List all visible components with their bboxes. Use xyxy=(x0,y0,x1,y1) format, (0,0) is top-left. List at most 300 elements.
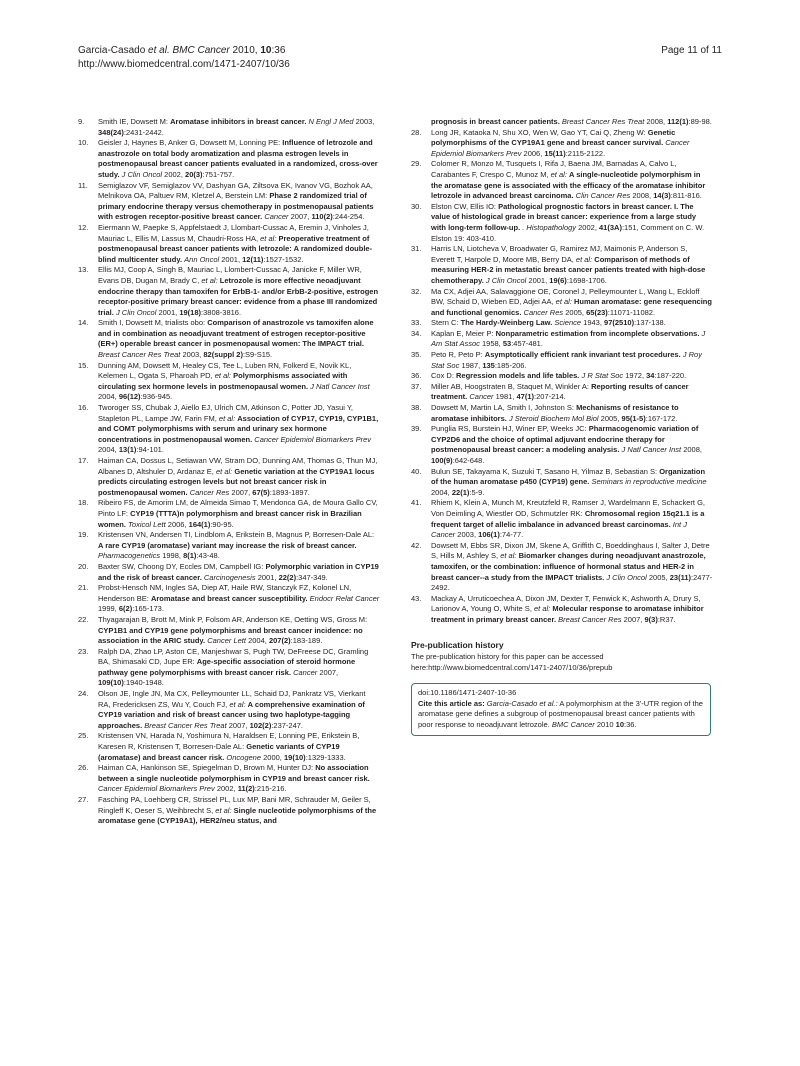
reference-number: 36. xyxy=(411,371,422,381)
reference-journal: J Roy Stat Soc xyxy=(431,350,702,370)
reference-number: 13. xyxy=(78,265,89,275)
reference-number: 42. xyxy=(411,540,422,550)
reference-pages: :1698-1706. xyxy=(566,275,607,285)
reference-number: 41. xyxy=(411,498,422,508)
reference-item xyxy=(411,403,713,424)
reference-title: Regression models and life tables. xyxy=(456,371,580,381)
reference-year: 2001, xyxy=(257,572,277,582)
header-article: :36 xyxy=(271,45,286,56)
reference-year: 1958, xyxy=(482,339,501,349)
reference-title: Human aromatase: gene resequencing and functional genomics. xyxy=(431,297,712,317)
reference-item xyxy=(411,117,713,128)
reference-number: 26. xyxy=(78,763,89,773)
references-column-right xyxy=(411,117,713,736)
reference-pages: :185-206. xyxy=(494,360,527,370)
reference-volume: 135 xyxy=(482,360,495,370)
reference-item xyxy=(78,583,380,615)
reference-journal: Clin Cancer Res xyxy=(575,191,631,201)
reference-item xyxy=(78,731,380,763)
reference-volume: 106(1) xyxy=(478,530,500,540)
reference-volume: 102(2) xyxy=(249,720,272,730)
citation-box xyxy=(411,683,711,735)
reference-journal: J Clin Oncol xyxy=(485,275,527,285)
reference-journal: Ann Oncol xyxy=(184,254,220,264)
reference-authors: Cox D: xyxy=(431,371,454,381)
reference-etal: et al: xyxy=(214,371,232,381)
reference-journal: Pharmacogenetics xyxy=(98,551,161,561)
reference-journal: J Steroid Biochem Mol Biol xyxy=(508,413,599,423)
reference-pages: :936-945. xyxy=(140,392,173,402)
reference-year: 2002, xyxy=(164,169,183,179)
reference-pages: :187-220. xyxy=(654,371,687,381)
reference-item xyxy=(78,318,380,360)
reference-number: 27. xyxy=(78,795,89,804)
reference-journal: Endocr Relat Cancer xyxy=(309,593,380,603)
reference-volume: 20(3) xyxy=(185,169,203,179)
reference-title: Chromosomal region 15q21.1 is a frequent target of allelic imbalance in advanced breast carcinomas. xyxy=(431,508,705,529)
reference-volume: 19(18) xyxy=(179,307,202,317)
reference-authors: Smith I, Dowsett M, trialists obo: xyxy=(98,318,206,328)
reference-number: 14. xyxy=(78,318,89,328)
reference-authors: Ellis MJ, Coop A, Singh B, Mauriac L, Llombert-Cussac A, Janicke F, Miller WR, Evans DB, Dugan M, Brady C, xyxy=(98,265,362,285)
reference-item xyxy=(411,541,713,594)
reference-authors: Dowsett M, Ebbs SR, Dixon JM, Skene A, Griffith C, Boeddinghaus I, Salter J, Detre S, Hills M, Ashley S, xyxy=(431,540,710,561)
reference-authors: Punglia RS, Burstein HJ, Winer EP, Weeks JC: xyxy=(431,424,587,434)
reference-year: 2008, xyxy=(683,445,702,455)
reference-pages: :137-138. xyxy=(634,318,666,328)
reference-year: 2007, xyxy=(231,487,251,497)
reference-pages: :1329-1333. xyxy=(305,752,346,762)
cite-etal: et al.: xyxy=(539,698,558,708)
reference-authors: Haiman CA, Dossus L, Setiawan VW, Stram DO, Dunning AM, Thomas G, Thun MJ, Albanes D, Altshuler D, Ardanaz E, xyxy=(98,456,378,476)
reference-number: 23. xyxy=(78,646,89,656)
reference-pages: :94-101. xyxy=(136,445,164,455)
cite-volume: 10 xyxy=(615,720,625,730)
reference-authors: Dunning AM, Dowsett M, Healey CS, Tee L, Luben RN, Folkerd E, Novik KL, Kelemen L, Ogata S, Pharoah PD, xyxy=(98,360,352,381)
reference-pages: :642-648. xyxy=(452,456,485,465)
reference-authors: Fasching PA, Loehberg CR, Strissel PL, Lux MP, Bani MR, Schrauder M, Geiler S, Ringleff K, Oeser S, Weihbrecht S, xyxy=(98,795,371,815)
reference-authors: Tworoger SS, Chubak J, Aiello EJ, Ulrich CM, Atkinson C, Potter JD, Yasui Y, Stapleton PL, Lampe JW, Farin FM, xyxy=(98,403,353,423)
reference-journal: J Clin Oncol xyxy=(606,572,647,582)
header-journal: BMC Cancer xyxy=(172,45,230,56)
reference-pages: :74-77. xyxy=(499,530,524,540)
reference-pages: :1527-1532. xyxy=(263,254,304,264)
reference-title: Phase 2 randomized trial of primary endocrine therapy versus chemotherapy in postmenopausal patients with estrogen receptor-positive breast cancer. xyxy=(98,191,374,222)
reference-year: 2007, xyxy=(290,212,310,222)
cite-journal: BMC Cancer xyxy=(551,720,595,730)
reference-authors: Stern C: xyxy=(431,318,459,328)
reference-authors: Haiman CA, Hankinson SE, Spiegelman D, Brown M, Hunter DJ: xyxy=(98,763,314,773)
reference-title: Aromatase inhibitors in breast cancer. xyxy=(170,117,307,126)
reference-title: Genetic polymorphisms of the CYP19A1 gene and breast cancer survival. xyxy=(431,127,676,148)
reference-pages: :2115-2122. xyxy=(565,148,606,158)
references-column-left xyxy=(78,117,380,827)
reference-volume: 100(9) xyxy=(431,456,453,465)
reference-pages: :1940-1948. xyxy=(123,678,164,688)
reference-journal: Cancer Lett xyxy=(207,636,246,646)
reference-title: prognosis in breast cancer patients. xyxy=(431,117,560,126)
reference-volume: 47(1) xyxy=(516,392,535,402)
reference-authors: Dowsett M, Martin LA, Smith I, Johnston S: xyxy=(431,403,574,413)
reference-journal: Cancer Epidemiol Biomarkers Prev xyxy=(98,784,215,794)
reference-number: 39. xyxy=(411,424,422,434)
reference-journal: J Natl Cancer Inst xyxy=(310,381,370,391)
reference-volume: 14(3) xyxy=(653,191,671,201)
header-volume: 10 xyxy=(260,45,272,56)
reference-volume: 110(2) xyxy=(311,212,333,222)
reference-authors: Kaplan E, Meier P: xyxy=(431,328,494,338)
reference-year: 2003, xyxy=(457,530,477,540)
prepub-text[interactable]: The pre-publication history for this paper can be accessed here:http://www.biomedcentral.com/1471-2407/10/36/prepub xyxy=(411,652,613,672)
reference-pages: :S9-S15. xyxy=(242,350,273,360)
references-list-right xyxy=(411,117,713,626)
reference-number: 37. xyxy=(411,381,422,391)
reference-pages: :5-9. xyxy=(469,487,485,497)
reference-item xyxy=(78,361,380,403)
reference-year: 2004, xyxy=(248,636,267,646)
reference-pages: :2477-2492. xyxy=(431,572,713,593)
reference-year: 2007, xyxy=(623,614,643,624)
reference-journal: Cancer Res xyxy=(189,487,230,497)
reference-volume: 109(10) xyxy=(98,678,124,688)
reference-etal: et al: xyxy=(555,297,572,307)
reference-title: A comprehensive examination of CYP19 variation and risk of breast cancer using two haplotype-tagging approaches. xyxy=(98,699,365,730)
reference-title: Genetic variation at the CYP19A1 locus predicts circulating estrogen levels but not breast cancer risk in postmenopausal women. xyxy=(98,466,375,497)
reference-journal: N Engl J Med xyxy=(308,117,354,126)
reference-etal: et al: xyxy=(216,466,233,476)
reference-authors: Kristensen VN, Harada N, Yoshimura N, Haraldsen E, Lonning PE, Erikstein B, Karesen R, Kristensen T, Borresen-Dale AL: xyxy=(98,731,360,752)
reference-journal: Int J Cancer xyxy=(431,519,687,540)
reference-item xyxy=(78,615,380,647)
reference-journal: J Clin Oncol xyxy=(115,307,157,317)
reference-title: Comparison of anastrozole vs tamoxifen alone and in combination as neoadjuvant treatment of estrogen receptor-positive (ER+) operable breast cancer in posmenopausal women: The IMPACT trial. xyxy=(98,318,374,349)
reference-authors: Peto R, Peto P: xyxy=(431,350,483,360)
reference-authors: Colomer R, Monzo M, Tusquets I, Rifa J, Baena JM, Barnadas A, Calvo L, Carabantes F, Crespo C, Munoz M, xyxy=(431,159,677,179)
reference-number: 24. xyxy=(78,689,89,699)
reference-number: 40. xyxy=(411,466,422,476)
reference-number: 19. xyxy=(78,530,89,540)
reference-item xyxy=(78,181,380,223)
reference-authors: Long JR, Kataoka N, Shu XO, Wen W, Gao YT, Cai Q, Zheng W: xyxy=(431,127,646,137)
reference-item xyxy=(411,467,713,499)
reference-year: 1972, xyxy=(625,371,645,381)
reference-pages: :165-173. xyxy=(132,604,164,614)
reference-authors: Baxter SW, Choong DY, Eccles DM, Campbell IG: xyxy=(98,561,264,571)
reference-pages: :167-172. xyxy=(645,413,678,423)
reference-item xyxy=(411,498,713,540)
reference-pages: :244-254. xyxy=(332,212,365,222)
header-year: 2010, xyxy=(232,45,258,56)
reference-year: 1987, xyxy=(461,360,481,370)
reference-etal: et al: xyxy=(550,169,567,179)
reference-title: Asymptotically efficient rank invariant test procedures. xyxy=(484,350,681,360)
reference-volume: 96(12) xyxy=(118,392,141,402)
reference-year: 2001, xyxy=(158,307,178,317)
reference-pages: :3808-3816. xyxy=(201,307,242,317)
reference-volume: 12(11) xyxy=(242,254,264,264)
reference-item xyxy=(78,689,380,731)
reference-item xyxy=(411,350,713,371)
reference-year: 2007, xyxy=(228,720,248,730)
reference-volume: 13(1) xyxy=(118,445,137,455)
reference-journal: J Am Stat Assoc xyxy=(431,328,706,349)
reference-journal: Cancer Epidemiol Biomarkers Prev xyxy=(254,434,372,444)
reference-item xyxy=(78,795,380,827)
reference-item xyxy=(78,265,380,318)
reference-item xyxy=(78,562,380,583)
reference-volume: 95(1-5) xyxy=(621,413,646,423)
reference-title: Organization of the human aromatase p450 (CYP19) gene. xyxy=(431,466,706,487)
reference-volume: 19(6) xyxy=(549,275,567,285)
reference-item xyxy=(78,456,380,498)
reference-number: 25. xyxy=(78,731,89,741)
prepub-heading: Pre-publication history xyxy=(411,639,504,650)
reference-year: 2006, xyxy=(167,519,187,529)
reference-year: 2004, xyxy=(431,487,450,497)
reference-number: 18. xyxy=(78,498,89,508)
reference-etal: et al: xyxy=(201,275,218,285)
reference-pages: :89-98. xyxy=(688,117,712,126)
reference-authors: Semiglazov VF, Semiglazov VV, Dashyan GA, Ziltsova EK, Ivanov VG, Bozhok AA, Melnikova OA, Paltuev RM, Kletzel A, Berstein LM: xyxy=(98,180,373,201)
reference-item xyxy=(411,159,713,201)
citation-text xyxy=(418,699,704,731)
reference-item xyxy=(411,202,713,244)
reference-journal: J Clin Oncol xyxy=(121,169,163,179)
reference-number: 21. xyxy=(78,583,89,593)
reference-authors: Ralph DA, Zhao LP, Aston CE, Manjeshwar S, Pugh TW, DeFreese DC, Gramling BA, Shimasaki CD, Jupe ER: xyxy=(98,646,369,667)
reference-year: 2006, xyxy=(523,148,543,158)
reference-journal: J R Stat Soc xyxy=(581,371,624,381)
reference-year: 2001, xyxy=(528,275,548,285)
reference-pages: :347-349. xyxy=(296,572,328,582)
reference-authors: Probst-Hensch NM, Ingles SA, Diep AT, Haile RW, Stanczyk FZ, Kolonel LN, Henderson BE: xyxy=(98,583,352,603)
reference-pages: :183-189. xyxy=(290,636,323,646)
reference-number: 33. xyxy=(411,318,422,328)
reference-volume: 97(2510) xyxy=(604,318,635,328)
reference-etal: et al: xyxy=(215,805,232,815)
reference-title: Reporting results of cancer treatment. xyxy=(431,381,689,402)
reference-year: 2001, xyxy=(221,254,241,264)
cite-author: Garcia-Casado xyxy=(486,698,538,708)
reference-title: Pathological prognostic factors in breast cancer. I. The value of histological grade in breast cancer: experience from a large study with long-term follow-up. xyxy=(431,201,697,232)
reference-authors: Elston CW, Ellis IO: xyxy=(431,201,497,211)
reference-pages: :237-247. xyxy=(271,720,304,730)
reference-journal: Science xyxy=(554,318,582,328)
reference-item xyxy=(78,223,380,265)
reference-number: 34. xyxy=(411,328,422,338)
reference-number: 16. xyxy=(78,403,89,413)
reference-authors: Eiermann W, Paepke S, Appfelstaedt J, Llombart-Cussac A, Eremin J, Vinholes J, Mauriac L, Ellis M, Lassus M, Chaudri-Ross HA, xyxy=(98,222,369,243)
reference-pages: :457-481. xyxy=(511,339,543,349)
reference-journal: Cancer Epidemiol Biomarkers Prev xyxy=(431,138,690,158)
reference-pages: :151, Comment on C. W. Elston 19: 403-410. xyxy=(431,222,705,243)
reference-volume: 348(24) xyxy=(98,127,124,137)
reference-authors: Ribeiro FS, de Amorim LM, de Almeida Simao T, Mendonca GA, de Moura Gallo CV, Pinto LF: xyxy=(98,498,378,518)
reference-number: 30. xyxy=(411,201,422,211)
reference-item xyxy=(411,128,713,160)
reference-volume: 15(11) xyxy=(544,148,566,158)
reference-volume: 22(1) xyxy=(451,487,470,497)
reference-number: 43. xyxy=(411,593,422,603)
reference-year: 2002, xyxy=(578,222,597,232)
reference-number: 12. xyxy=(78,222,89,232)
reference-number: 10. xyxy=(78,138,89,148)
reference-volume: 67(5) xyxy=(252,487,270,497)
reference-pages: :811-816. xyxy=(670,191,702,201)
reference-item xyxy=(411,329,713,350)
reference-volume: 82(suppl 2) xyxy=(203,350,243,360)
reference-item xyxy=(411,244,713,286)
reference-year: 1943, xyxy=(583,318,602,328)
reference-etal: et al: xyxy=(534,604,551,614)
reference-title: CYP1B1 and CYP19 gene polymorphisms and breast cancer incidence: no association in the ARIC study. xyxy=(98,625,363,646)
reference-volume: 9(3) xyxy=(644,614,658,624)
reference-authors: Bulun SE, Takayama K, Suzuki T, Sasano H, Yilmaz B, Sebastian S: xyxy=(431,466,658,476)
reference-title: Polymorphic variation in CYP19 and the risk of breast cancer. xyxy=(98,561,379,582)
reference-year: 2008, xyxy=(632,191,652,201)
header-authors: Garcia-Casado xyxy=(78,45,146,56)
reference-title: No association between a single nucleotide polymorphism in CYP19 and breast cancer risk. xyxy=(98,763,370,783)
reference-authors: Mackay A, Urruticoechea A, Dixon JM, Dexter T, Fenwick K, Ashworth A, Drury S, Larionov A, Young O, White S, xyxy=(431,593,701,614)
reference-item xyxy=(78,117,380,138)
reference-pages: :207-214. xyxy=(534,392,566,402)
reference-item xyxy=(78,647,380,689)
reference-number: 31. xyxy=(411,244,422,254)
reference-item xyxy=(78,403,380,456)
reference-item xyxy=(78,763,380,795)
reference-title: The Hardy-Weinberg Law. xyxy=(460,318,553,328)
reference-number: 38. xyxy=(411,403,422,413)
reference-number: 22. xyxy=(78,614,89,624)
reference-volume: 164(1) xyxy=(188,519,211,529)
reference-title: Influence of letrozole and anastrozole on total body aromatization and plasma estrogen levels in postmenopausal breast cancer patients evaluated in a randomized, cross-over study. xyxy=(98,138,378,179)
reference-etal: et al: xyxy=(500,551,517,561)
reference-title: Comparison of methods of measuring HER-2 in metastatic breast cancer patients treated with high-dose chemotherapy. xyxy=(431,254,706,285)
reference-volume: 112(1) xyxy=(667,117,689,126)
reference-journal: Cancer xyxy=(469,392,494,402)
reference-number: 29. xyxy=(411,159,422,169)
reference-journal: J Natl Cancer Inst xyxy=(621,445,682,455)
reference-year: 2005, xyxy=(565,307,585,317)
reference-item xyxy=(78,530,380,562)
reference-volume: 207(2) xyxy=(268,636,291,646)
reference-title: Molecular response to aromatase inhibitor treatment in primary breast cancer. xyxy=(431,604,704,624)
reference-journal: Cancer xyxy=(264,212,289,222)
reference-number: 28. xyxy=(411,127,422,137)
reference-year: 2004, xyxy=(98,392,117,402)
reference-authors: Harris LN, Liotcheva V, Broadwater G, Ramirez MJ, Maimonis P, Anderson S, Everett T, Harpole D, Moore MB, Berry DA, xyxy=(431,244,688,264)
reference-volume: 8(1) xyxy=(183,551,197,561)
cite-article: :36. xyxy=(624,720,637,730)
reference-volume: 23(11) xyxy=(669,572,692,582)
reference-title: Letrozole is more effective neoadjuvant endocrine therapy than tamoxifen for ErbB-1- and/or ErbB-2-positive, estrogen receptor-positive primary breast cancer: evidence from a phase III randomized trial. xyxy=(98,275,379,317)
reference-year: 2004, xyxy=(98,445,117,455)
reference-year: 1999, xyxy=(98,604,117,614)
reference-item xyxy=(411,287,713,319)
reference-item xyxy=(411,371,713,382)
reference-pages: :90-95. xyxy=(210,519,234,529)
reference-volume: 11(2) xyxy=(237,784,255,794)
reference-authors: Smith IE, Dowsett M: xyxy=(98,117,169,126)
reference-volume: 19(10) xyxy=(284,752,306,762)
reference-authors: Rhiem K, Klein A, Munch M, Kreutzfeld R, Ramser J, Wardelmann E, Schackert G, Von Deimling A, Wiestler OD, Schmutzler RK: xyxy=(431,498,705,518)
reference-pages: :1893-1897. xyxy=(269,487,310,497)
reference-year: 1998, xyxy=(162,551,181,561)
reference-item xyxy=(411,594,713,626)
reference-etal: et al: xyxy=(229,699,246,709)
reference-title: Mechanisms of resistance to aromatase inhibitors. xyxy=(431,403,679,423)
reference-volume: 53 xyxy=(502,339,512,349)
reference-title: Aromatase and breast cancer susceptibility. xyxy=(150,593,308,603)
reference-authors: Geisler J, Haynes B, Anker G, Dowsett M, Lonning PE: xyxy=(98,138,281,148)
reference-title: Nonparametric estimation from incomplete observations. xyxy=(495,328,700,338)
header-url[interactable]: http://www.biomedcentral.com/1471-2407/10/36 xyxy=(78,59,290,70)
reference-number: 17. xyxy=(78,456,89,465)
reference-etal: et al: xyxy=(575,254,593,264)
reference-item xyxy=(411,318,713,329)
reference-title: Biomarker changes during neoadjuvant anastrozole, tamoxifen, or the combination: influence of hormonal status and HER-2 in breast cancer--a study from the IMPACT trialists. xyxy=(431,551,706,582)
reference-journal: Breast Cancer Res Treat xyxy=(98,350,181,360)
reference-pages: :11071-11082. xyxy=(607,307,656,317)
reference-volume: 34 xyxy=(646,371,655,381)
reference-item xyxy=(78,498,380,530)
reference-year: 2003, xyxy=(355,117,375,126)
reference-item xyxy=(411,382,713,403)
reference-year: 2008, xyxy=(646,117,666,126)
reference-volume: 6(2) xyxy=(118,604,133,614)
reference-number: 15. xyxy=(78,360,89,370)
reference-year: 2007, xyxy=(319,667,339,677)
reference-number: 11. xyxy=(78,180,88,190)
reference-title: Genetic variants of CYP19 (aromatase) and breast cancer risk. xyxy=(98,742,340,762)
reference-year: 2000, xyxy=(263,752,282,762)
reference-journal: Cancer xyxy=(293,667,318,677)
reference-year: 2005, xyxy=(648,572,668,582)
reference-volume: 22(2) xyxy=(278,572,297,582)
page-number: Page 11 of 11 xyxy=(661,45,722,56)
reference-journal: Carcinogenesis xyxy=(203,572,256,582)
cite-year: 2010 xyxy=(596,720,614,730)
reference-title: Polymorphisms associated with circulating sex hormone levels in postmenopausal women. xyxy=(98,371,348,391)
reference-authors: Ma CX, Adjei AA, Salavaggione OE, Coronel J, Pelleymounter L, Wang L, Eckloff BW, Schaid D, Wieben ED, Adjei AA, xyxy=(431,286,700,307)
reference-pages: :43-48. xyxy=(196,551,220,561)
reference-year: 1981, xyxy=(495,392,515,402)
reference-pages: :2431-2442. xyxy=(123,127,164,137)
reference-year: 2003, xyxy=(182,350,202,360)
reference-number: 9. xyxy=(78,117,85,126)
reference-journal: Cancer Res xyxy=(523,307,564,317)
reference-journal: Breast Cancer Res Treat xyxy=(561,117,645,126)
reference-journal: Oncogene xyxy=(226,752,262,762)
reference-title: A rare CYP19 (aromatase) variant may increase the risk of breast cancer. xyxy=(98,540,357,550)
reference-authors: Kristensen VN, Andersen TI, Lindblom A, Erikstein B, Magnus P, Borresen-Dale AL: xyxy=(98,530,375,540)
reference-title: Association of CYP17, CYP19, CYP1B1, and COMT polymorphisms with serum and urinary sex hormone concentrations in postmenopausal women. xyxy=(98,413,379,444)
reference-year: 2005, xyxy=(600,413,620,423)
reference-journal: Breast Cancer Res Treat xyxy=(144,720,227,730)
reference-volume: 41(3A) xyxy=(599,222,622,232)
reference-etal: et al: xyxy=(260,233,277,243)
reference-authors: Olson JE, Ingle JN, Ma CX, Pelleymounter LL, Schaid DJ, Pankratz VS, Vierkant RA, Fredericksen ZS, Wu Y, Couch FJ, xyxy=(98,689,366,709)
header-etal: et al. xyxy=(148,45,170,56)
reference-number: 20. xyxy=(78,561,89,571)
reference-pages: :751-757. xyxy=(202,169,235,179)
reference-title: CYP19 (TTTA)n polymorphism and breast cancer risk in Brazilian women. xyxy=(98,508,362,529)
reference-title: Single nucleotide polymorphisms of the aromatase gene (CYP19A1), HER2/neu status, and xyxy=(98,805,377,826)
reference-title: Pharmacogenomic variation of CYP2D6 and the choice of optimal adjuvant endocrine therapy for postmenopausal breast cancer: a modeling analysis. xyxy=(431,424,699,455)
doi[interactable]: doi:10.1186/1471-2407-10-36 xyxy=(418,688,517,698)
reference-title: Preoperative treatment of postmenopausal breast cancer patients with letrozole: A randomized double-blind multicenter study. xyxy=(98,233,373,264)
reference-pages: :R37. xyxy=(657,614,676,624)
